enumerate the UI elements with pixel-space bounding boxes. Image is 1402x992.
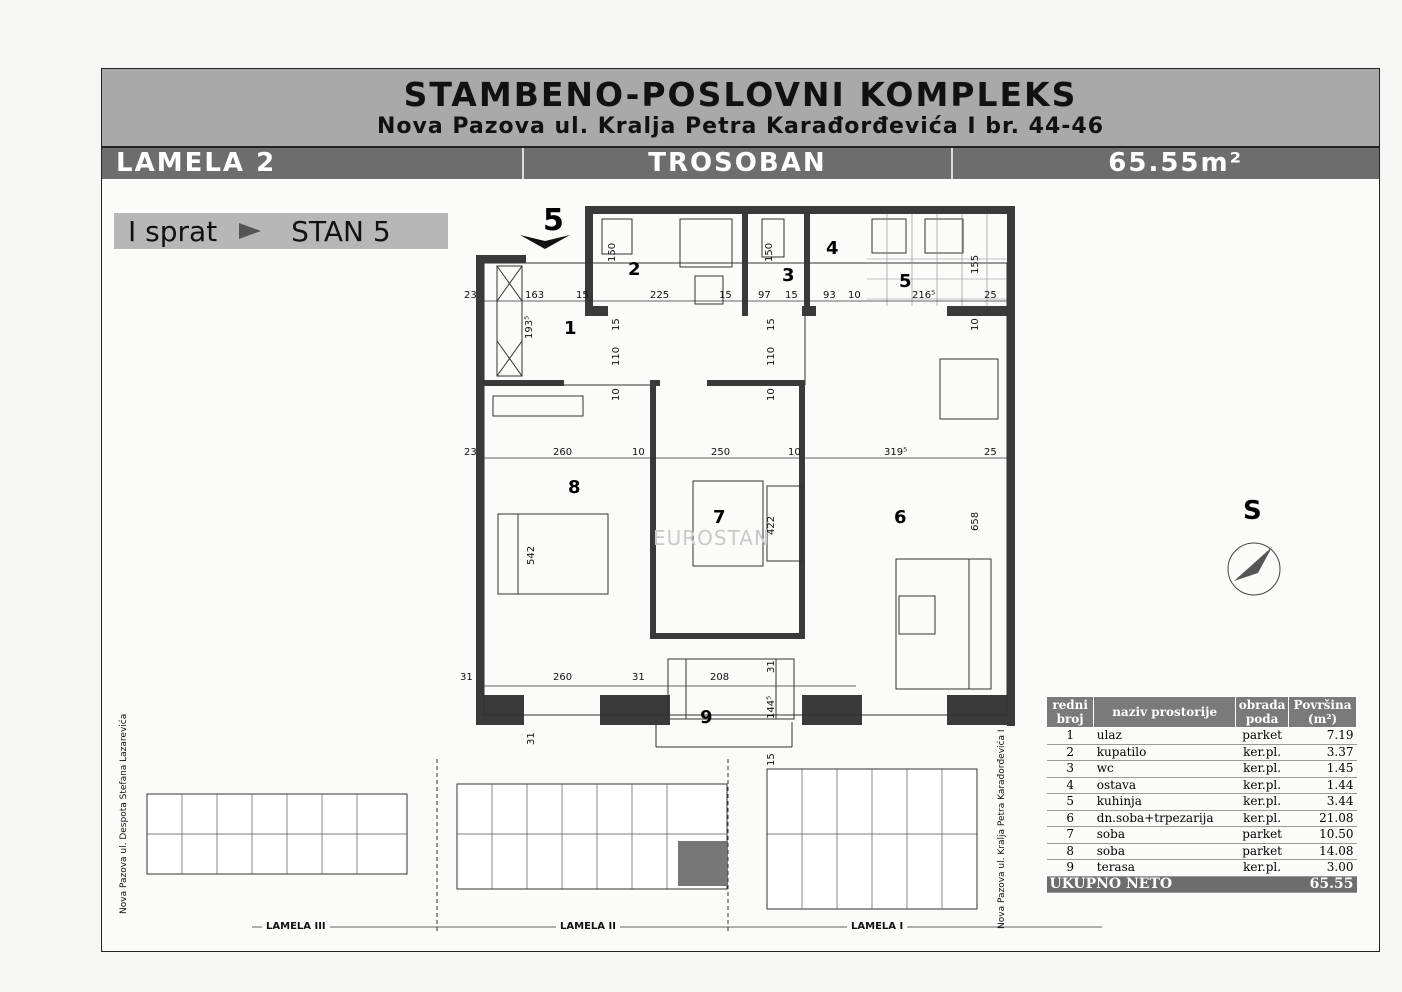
row-num: 7 xyxy=(1047,827,1094,844)
row-num: 3 xyxy=(1047,761,1094,778)
apartment-area: 65.55m² xyxy=(1108,148,1243,178)
row-floor: parket xyxy=(1236,728,1289,745)
dim-label: 150 xyxy=(764,242,775,262)
row-floor: parket xyxy=(1236,843,1289,860)
row-num: 1 xyxy=(1047,728,1094,745)
dim-label: 319⁵ xyxy=(884,447,908,458)
dim-label: 250 xyxy=(711,447,731,458)
row-name: soba xyxy=(1094,827,1236,844)
dim-label: 10 xyxy=(848,290,861,301)
room-1-number: 1 xyxy=(564,318,577,339)
row-name: soba xyxy=(1094,843,1236,860)
legend-header-num: redni broj xyxy=(1047,697,1094,728)
dim-label: 260 xyxy=(553,672,573,683)
dim-label: 15 xyxy=(719,290,732,301)
row-floor: ker.pl. xyxy=(1236,860,1289,877)
dim-label: 260 xyxy=(553,447,573,458)
row-area: 1.44 xyxy=(1289,777,1357,794)
dim-label: 542 xyxy=(526,545,537,565)
room-2-number: 2 xyxy=(628,259,641,280)
dim-label: 163 xyxy=(525,290,545,301)
row-num: 6 xyxy=(1047,810,1094,827)
dim-label: 193⁵ xyxy=(524,315,535,339)
row-floor: parket xyxy=(1236,827,1289,844)
legend-header-floor: obrada poda xyxy=(1236,697,1289,728)
left-street-label: Nova Pazova ul. Despota Stefana Lazarevića xyxy=(119,713,129,914)
table-row xyxy=(1047,843,1357,860)
dim-label: 15 xyxy=(785,290,798,301)
dim-label: 216⁵ xyxy=(912,290,936,301)
dim-label: 25 xyxy=(984,290,997,301)
dim-label: 31 xyxy=(632,672,645,683)
dim-label: 31 xyxy=(766,660,777,673)
row-area: 3.37 xyxy=(1289,744,1357,761)
entrance-number: 5 xyxy=(543,203,564,238)
row-area: 14.08 xyxy=(1289,843,1357,860)
compass-icon xyxy=(1228,543,1280,595)
floor-label: I sprat xyxy=(128,214,218,248)
walls xyxy=(476,206,1015,726)
dim-label: 658 xyxy=(970,511,981,531)
room-4-number: 4 xyxy=(826,238,839,259)
compass-letter: S xyxy=(1243,496,1262,526)
dim-label: 10 xyxy=(611,388,622,401)
row-area: 7.19 xyxy=(1289,728,1357,745)
lamela-3-label: LAMELA III xyxy=(262,921,330,932)
right-street-label: Nova Pazova ul. Kralja Petra Karađorđevića I xyxy=(997,729,1007,929)
dim-label: 23 xyxy=(464,290,477,301)
total-value: 65.55 xyxy=(1289,876,1357,893)
table-row xyxy=(1047,827,1357,844)
dim-label: 31 xyxy=(526,732,537,745)
row-area: 10.50 xyxy=(1289,827,1357,844)
row-name: wc xyxy=(1094,761,1236,778)
dim-label: 10 xyxy=(766,388,777,401)
dim-label: 10 xyxy=(970,318,981,331)
dim-label: 155 xyxy=(970,254,981,274)
row-num: 8 xyxy=(1047,843,1094,860)
complex-title: STAMBENO-POSLOVNI KOMPLEKS xyxy=(403,75,1078,114)
row-num: 4 xyxy=(1047,777,1094,794)
row-name: kupatilo xyxy=(1094,744,1236,761)
row-num: 2 xyxy=(1047,744,1094,761)
row-floor: ker.pl. xyxy=(1236,744,1289,761)
dim-label: 10 xyxy=(788,447,801,458)
dim-label: 15 xyxy=(766,753,777,766)
dim-label: 208 xyxy=(710,672,730,683)
row-floor: ker.pl. xyxy=(1236,761,1289,778)
room-6-number: 6 xyxy=(894,507,907,528)
dim-label: 31 xyxy=(460,672,473,683)
site-plan xyxy=(147,759,1102,931)
dim-label: 110 xyxy=(611,346,622,366)
row-area: 1.45 xyxy=(1289,761,1357,778)
dim-label: 93 xyxy=(823,290,836,301)
lamela-1-label: LAMELA I xyxy=(847,921,907,932)
room-7-number: 7 xyxy=(713,507,726,528)
dim-label: 225 xyxy=(650,290,670,301)
dim-label: 15 xyxy=(576,290,589,301)
room-numbers xyxy=(564,238,912,728)
room-3-number: 3 xyxy=(782,265,795,286)
table-row xyxy=(1047,761,1357,778)
total-row xyxy=(1047,876,1357,893)
legend-header-area: Površina (m²) xyxy=(1289,697,1357,728)
row-floor: ker.pl. xyxy=(1236,777,1289,794)
lamela-2-label: LAMELA II xyxy=(556,921,620,932)
dim-label: 144⁵ xyxy=(766,695,777,719)
row-name: ulaz xyxy=(1094,728,1236,745)
apartment-type: TROSOBAN xyxy=(524,148,952,179)
row-num: 9 xyxy=(1047,860,1094,877)
row-num: 5 xyxy=(1047,794,1094,811)
table-row xyxy=(1047,744,1357,761)
floor-plan-sheet xyxy=(101,68,1380,952)
dim-label: 97 xyxy=(758,290,771,301)
dim-label: 25 xyxy=(984,447,997,458)
row-name: terasa xyxy=(1094,860,1236,877)
dim-label: 110 xyxy=(766,346,777,366)
dim-label: 422 xyxy=(766,515,777,535)
dim-label: 23 xyxy=(464,447,477,458)
row-name: dn.soba+trpezarija xyxy=(1094,810,1236,827)
lamela-label: LAMELA 2 xyxy=(102,148,524,179)
row-area: 3.00 xyxy=(1289,860,1357,877)
room-5-number: 5 xyxy=(899,271,912,292)
legend-header-name: naziv prostorije xyxy=(1094,697,1236,728)
row-area: 21.08 xyxy=(1289,810,1357,827)
row-floor: ker.pl. xyxy=(1236,794,1289,811)
watermark: EUROSTAN xyxy=(653,526,770,550)
dim-label: 10 xyxy=(632,447,645,458)
unit-label: STAN 5 xyxy=(291,214,391,248)
table-row xyxy=(1047,860,1357,877)
room-9-number: 9 xyxy=(700,707,713,728)
highlighted-unit xyxy=(678,841,728,886)
room-8-number: 8 xyxy=(568,477,581,498)
address: Nova Pazova ul. Kralja Petra Karađorđevića I br. 44-46 xyxy=(376,114,1105,139)
room-legend-table xyxy=(1046,696,1357,893)
dim-label: 15 xyxy=(766,318,777,331)
dim-label: 150 xyxy=(607,242,618,262)
row-floor: ker.pl. xyxy=(1236,810,1289,827)
dimension-lines xyxy=(484,301,1007,686)
row-name: ostava xyxy=(1094,777,1236,794)
row-name: kuhinja xyxy=(1094,794,1236,811)
total-label: UKUPNO NETO xyxy=(1047,876,1289,893)
dimension-labels xyxy=(460,243,997,766)
table-row xyxy=(1047,794,1357,811)
dim-label: 15 xyxy=(611,318,622,331)
table-row xyxy=(1047,810,1357,827)
table-row xyxy=(1047,777,1357,794)
row-area: 3.44 xyxy=(1289,794,1357,811)
table-row xyxy=(1047,728,1357,745)
